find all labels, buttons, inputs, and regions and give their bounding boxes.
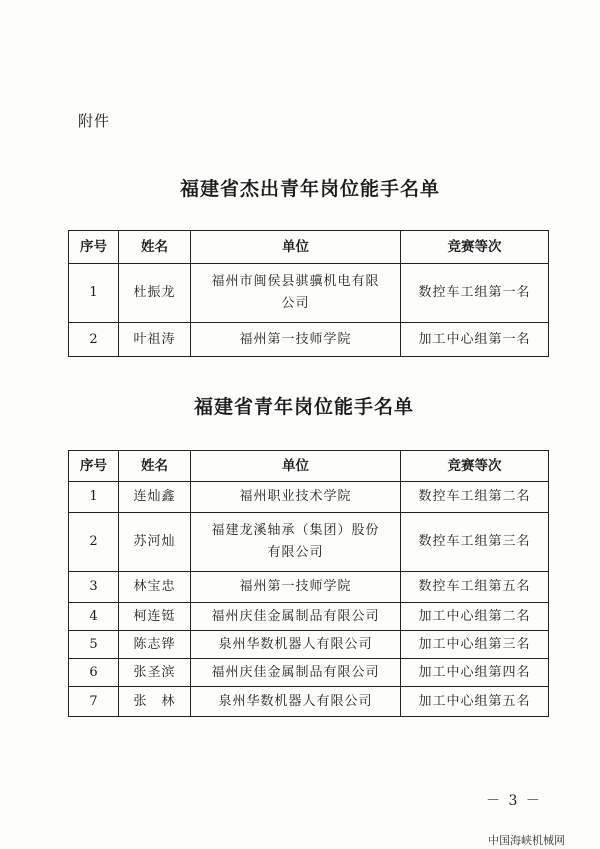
name-cell: 连灿鑫 xyxy=(119,482,191,513)
name-cell: 柯连铤 xyxy=(119,603,191,631)
section-title-outstanding: 福建省杰出青年岗位能手名单 xyxy=(179,178,440,200)
unit-cell: 福州庆佳金属制品有限公司 xyxy=(191,603,401,631)
seq-cell: 1 xyxy=(69,264,119,323)
seq-cell: 7 xyxy=(69,687,119,717)
seq-cell: 2 xyxy=(69,513,119,572)
rank-cell: 数控车工组第三名 xyxy=(401,513,549,572)
seq-cell: 1 xyxy=(69,482,119,513)
rank-cell: 加工中心组第二名 xyxy=(401,603,549,631)
unit-line-1: 福建龙溪轴承（集团）股份 xyxy=(211,523,380,538)
unit-cell: 福州庆佳金属制品有限公司 xyxy=(191,659,401,687)
page-number: － 3 － xyxy=(486,793,542,809)
outstanding-list-table xyxy=(68,230,549,357)
rank-cell: 数控车工组第一名 xyxy=(401,264,549,323)
unit-line-2: 公司 xyxy=(281,296,310,311)
rank-cell: 加工中心组第四名 xyxy=(401,659,549,687)
name-cell: 张圣滨 xyxy=(119,659,191,687)
unit-cell: 福州第一技师学院 xyxy=(191,323,401,357)
unit-cell: 福州职业技术学院 xyxy=(191,482,401,513)
youth-list-table xyxy=(68,450,549,717)
rank-cell: 加工中心组第一名 xyxy=(401,323,549,357)
rank-cell: 加工中心组第五名 xyxy=(401,687,549,717)
name-cell: 杜振龙 xyxy=(119,264,191,323)
name-cell: 苏河灿 xyxy=(119,513,191,572)
rank-cell: 数控车工组第二名 xyxy=(401,482,549,513)
attachment-label: 附件 xyxy=(78,112,111,130)
header-name: 姓名 xyxy=(119,451,191,482)
unit-cell: 泉州华数机器人有限公司 xyxy=(191,631,401,659)
rank-cell: 加工中心组第三名 xyxy=(401,631,549,659)
header-rank: 竞赛等次 xyxy=(401,231,549,264)
header-seq: 序号 xyxy=(69,451,119,482)
name-cell: 林宝忠 xyxy=(119,572,191,603)
section-title-youth: 福建省青年岗位能手名单 xyxy=(193,396,414,418)
seq-cell: 3 xyxy=(69,572,119,603)
table-row xyxy=(69,687,549,717)
table-row xyxy=(69,482,549,513)
site-watermark: 中国海峡机械网 xyxy=(488,834,565,847)
name-cell: 叶祖涛 xyxy=(119,323,191,357)
seq-cell: 5 xyxy=(69,631,119,659)
table-header-row xyxy=(69,231,549,264)
unit-cell: 福州第一技师学院 xyxy=(191,572,401,603)
unit-cell xyxy=(191,264,401,323)
unit-cell: 泉州华数机器人有限公司 xyxy=(191,687,401,717)
unit-line-2: 有限公司 xyxy=(267,545,324,560)
table-row xyxy=(69,603,549,631)
name-cell: 张 林 xyxy=(119,687,191,717)
header-seq: 序号 xyxy=(69,231,119,264)
seq-cell: 4 xyxy=(69,603,119,631)
unit-line-1: 福州市闽侯县骐骥机电有限 xyxy=(211,274,380,289)
header-name: 姓名 xyxy=(119,231,191,264)
table-row xyxy=(69,572,549,603)
table-row xyxy=(69,264,549,323)
table-header-row xyxy=(69,451,549,482)
table-row xyxy=(69,513,549,572)
unit-cell xyxy=(191,513,401,572)
name-cell: 陈志铧 xyxy=(119,631,191,659)
seq-cell: 6 xyxy=(69,659,119,687)
table-row xyxy=(69,323,549,357)
rank-cell: 数控车工组第五名 xyxy=(401,572,549,603)
table-row xyxy=(69,659,549,687)
header-rank: 竞赛等次 xyxy=(401,451,549,482)
table-row xyxy=(69,631,549,659)
header-unit: 单位 xyxy=(191,231,401,264)
seq-cell: 2 xyxy=(69,323,119,357)
header-unit: 单位 xyxy=(191,451,401,482)
